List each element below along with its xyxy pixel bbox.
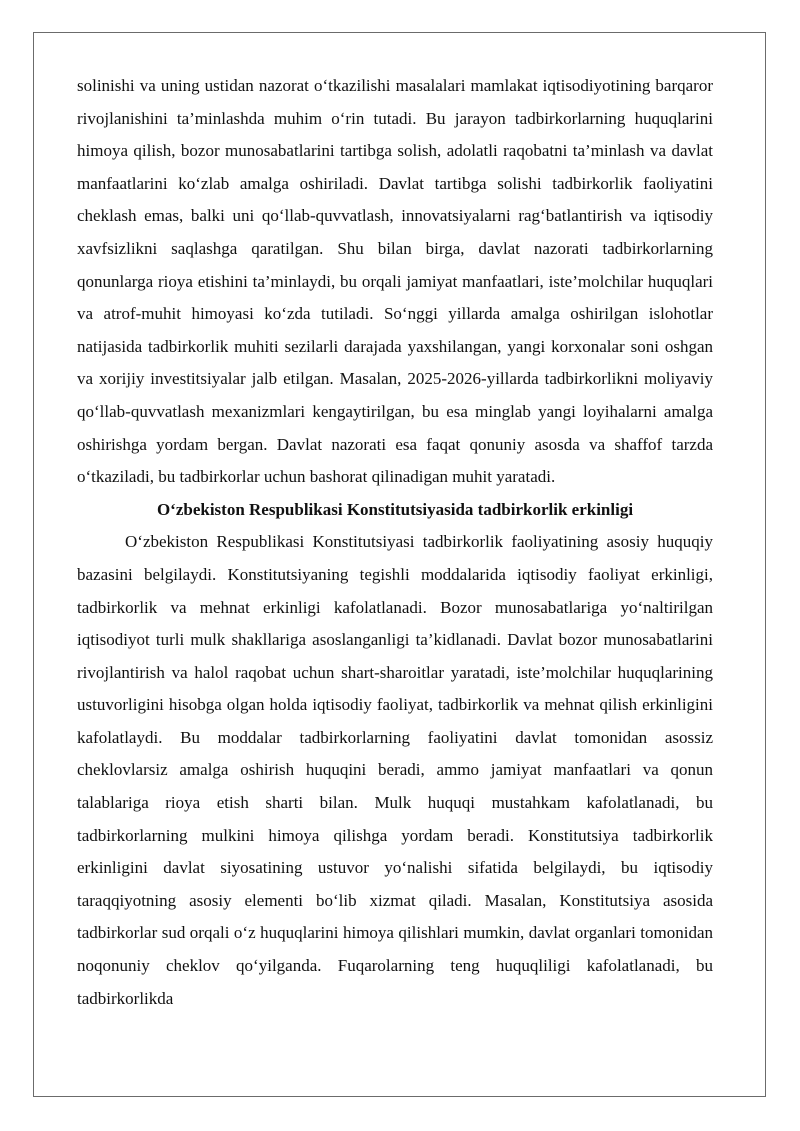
paragraph-constitution: O‘zbekiston Respublikasi Konstitutsiyasi tadbirkorlik faoliyatining asosiy huquqiy bazasini belgilaydi. Konstitutsiyaning tegishli moddalarida iqtisodiy faoliyat erkinligi, tadbirkorlik va mehnat erkinligi kafolatlanadi. Bozor munosabatlariga yo‘naltirilgan iqtisodiyot turli mulk shakllariga asoslanganligi ta’kidlanadi. Davlat bozor munosabatlarini rivojlantirish va halol raqobat uchun shart-sharoitlar yaratadi, iste’molchilar huquqlarining ustuvorligini hisobga olgan holda iqtisodiy faoliyat, tadbirkorlik va mehnat qilish erkinligini kafolatlaydi. Bu moddalar tadbirkorlarning faoliyatini davlat tomonidan asossiz cheklovlarsiz amalga oshirish huquqini beradi, ammo jamiyat manfaatlari va qonun talablariga rioya etish sharti bilan. Mulk huquqi mustahkam kafolatlanadi, bu tadbirkorlarning mulkini himoya qilishga yordam beradi. Konstitutsiya tadbirkorlik erkinligini davlat siyosatining ustuvor yo‘nalishi sifatida belgilaydi, bu iqtisodiy taraqqiyotning asosiy elementi bo‘lib xizmat qiladi. Masalan, Konstitutsiya asosida tadbirkorlar sud orqali o‘z huquqlarini himoya qilishlari mumkin, davlat organlari tomonidan noqonuniy cheklov qo‘yilganda. Fuqarolarning teng huquqliligi kafolatlanadi, bu tadbirkorlikda xyxy=(77,532,713,1008)
paragraph-continued: solinishi va uning ustidan nazorat o‘tkazilishi masalalari mamlakat iqtisodiyotining barqaror rivojlanishini ta’minlashda muhim o‘rin tutadi. Bu jarayon tadbirkorlarning huquqlarini himoya qilish, bozor munosabatlarini tartibga solish, adolatli raqobatni ta’minlash va davlat manfaatlarini ko‘zlab amalga oshiriladi. Davlat tartibga solishi tadbirkorlik faoliyatini cheklash emas, balki uni qo‘llab-quvvatlash, innovatsiyalarni rag‘batlantirish va iqtisodiy xavfsizlikni saqlashga qaratilgan. Shu bilan birga, davlat nazorati tadbirkorlarning qonunlarga rioya etishini ta’minlaydi, bu orqali jamiyat manfaatlari, iste’molchilar huquqlari va atrof-muhit himoyasi ko‘zda tutiladi. So‘nggi yillarda amalga oshirilgan islohotlar natijasida tadbirkorlik muhiti sezilarli darajada yaxshilangan, yangi korxonalar soni oshgan va xorijiy investitsiyalar jalb etilgan. Masalan, 2025-2026-yillarda tadbirkorlikni moliyaviy qo‘llab-quvvatlash mexanizmlari kengaytirilgan, bu esa minglab yangi loyihalarni amalga oshirishga yordam bergan. Davlat nazorati esa faqat qonuniy asosda va shaffof tarzda o‘tkaziladi, bu tadbirkorlar uchun bashorat qilinadigan muhit yaratadi. xyxy=(77,76,713,487)
document-body xyxy=(77,70,713,1015)
section-heading: O‘zbekiston Respublikasi Konstitutsiyasida tadbirkorlik erkinligi xyxy=(156,499,634,519)
